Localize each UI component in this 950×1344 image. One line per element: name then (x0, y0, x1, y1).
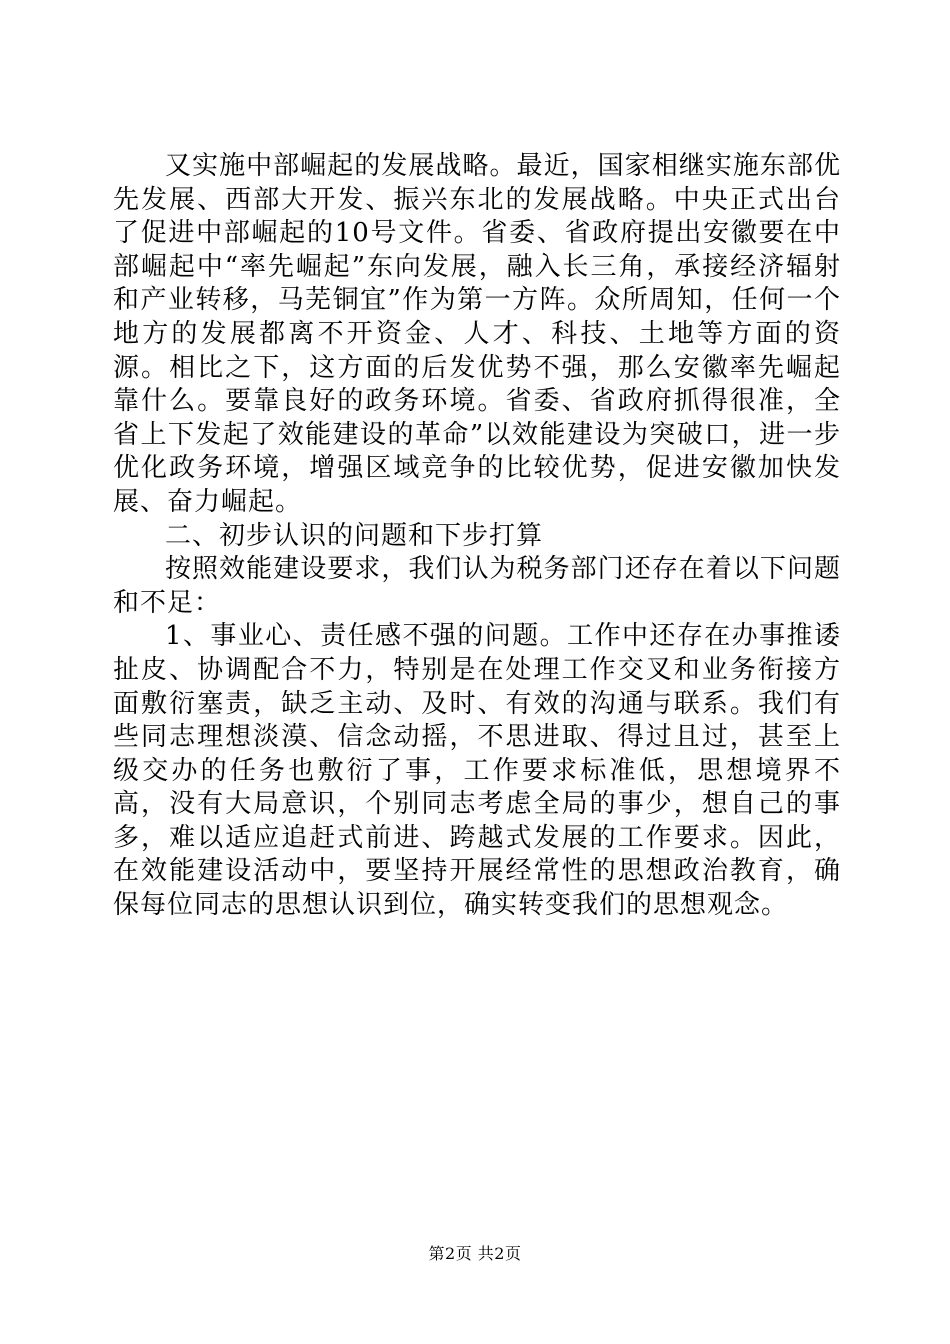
paragraph-problems-intro: 按照效能建设要求，我们认为税务部门还存在着以下问题和不足： (113, 554, 841, 618)
paragraph-problem-1: 1、事业心、责任感不强的问题。工作中还存在办事推诿扯皮、协调配合不力，特别是在处理工作交叉和业务衔接方面敷衍塞责，缺乏主动、及时、有效的沟通与联系。我们有些同志理想淡漠、信念动摇，不思进取、得过且过，甚至上级交办的任务也敷衍了事，工作要求标准低，思想境界不高，没有大局意识，个别同志考虑全局的事少，想自己的事多，难以适应追赶式前进、跨越式发展的工作要求。因此，在效能建设活动中，要坚持开展经常性的思想政治教育，确保每位同志的思想认识到位，确实转变我们的思想观念。 (113, 621, 841, 921)
section-heading: 二、初步认识的问题和下步打算 (165, 520, 544, 551)
paragraph-intro: 又实施中部崛起的发展战略。最近，国家相继实施东部优先发展、西部大开发、振兴东北的发展战略。中央正式出台了促进中部崛起的10号文件。省委、省政府提出安徽要在中部崛起中“率先崛起”东向发展，融入长三角，承接经济辐射和产业转移，马芜铜宜”作为第一方阵。众所周知，任何一个地方的发展都离不开资金、人才、科技、土地等方面的资源。相比之下，这方面的后发优势不强，那么安徽率先崛起靠什么。要靠良好的政务环境。省委、省政府抓得很准，全省上下发起了效能建设的革命”以效能建设为突破口，进一步优化政务环境，增强区域竞争的比较优势，促进安徽加快发展、奋力崛起。 (113, 151, 841, 517)
page-footer: 第2页 共2页 (428, 1244, 522, 1263)
document-body (113, 150, 841, 923)
